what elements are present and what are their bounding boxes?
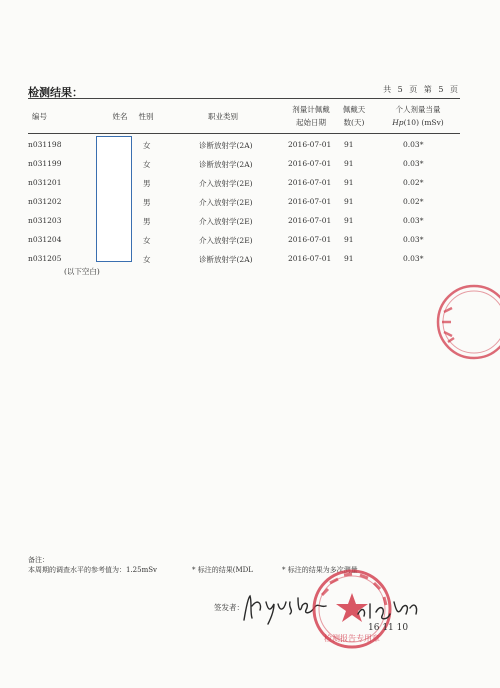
row-days: 91	[344, 216, 354, 225]
row-occupation: 诊断放射学(2A)	[199, 160, 253, 169]
row-occupation: 介入放射学(2E)	[199, 236, 253, 245]
handwritten-date-icon	[340, 590, 460, 638]
row-occupation: 介入放射学(2E)	[199, 179, 253, 188]
row-occupation: 介入放射学(2E)	[199, 198, 253, 207]
header-sex: 性别	[138, 111, 154, 121]
table-row	[0, 136, 500, 155]
blank-below-note: (以下空白)	[64, 267, 100, 276]
row-start-date: 2016-07-01	[288, 216, 332, 225]
row-id: n031203	[28, 216, 62, 225]
row-sex: 女	[143, 141, 151, 150]
notes-mark-multi: * 标注的结果为多次测量	[282, 566, 358, 574]
table-row	[0, 193, 500, 212]
header-days-line1: 佩戴天	[342, 105, 366, 114]
table-row	[0, 231, 500, 250]
row-sex: 女	[143, 255, 151, 264]
row-start-date: 2016-07-01	[288, 254, 332, 263]
row-occupation: 诊断放射学(2A)	[199, 255, 253, 264]
header-dose-line1: 个人剂量当量	[395, 105, 441, 114]
row-id: n031204	[28, 235, 62, 244]
header-id: 编号	[32, 111, 47, 121]
row-sex: 男	[143, 217, 151, 226]
table-top-rule	[28, 98, 460, 99]
row-days: 91	[344, 178, 354, 187]
row-days: 91	[344, 159, 354, 168]
row-sex: 男	[143, 179, 151, 188]
row-dose: 0.03*	[403, 216, 424, 225]
header-days	[334, 100, 374, 132]
row-id: n031205	[28, 254, 62, 263]
header-start-line1: 剂量计佩戴	[292, 105, 330, 114]
row-sex: 女	[143, 236, 151, 245]
row-dose: 0.02*	[403, 178, 424, 187]
row-days: 91	[344, 235, 354, 244]
row-sex: 男	[143, 198, 151, 207]
header-dose-line2	[392, 116, 443, 129]
row-dose: 0.03*	[403, 140, 424, 149]
section-title: 检测结果：	[28, 86, 83, 99]
table-header-rule	[28, 133, 460, 134]
row-dose: 0.03*	[403, 235, 424, 244]
row-days: 91	[344, 197, 354, 206]
row-start-date: 2016-07-01	[288, 197, 332, 206]
row-start-date: 2016-07-01	[288, 159, 332, 168]
row-occupation: 诊断放射学(2A)	[199, 141, 253, 150]
row-dose: 0.03*	[403, 159, 424, 168]
page-indicator: 共 5 页 第 5 页	[383, 85, 458, 94]
row-start-date: 2016-07-01	[288, 140, 332, 149]
header-start-date	[282, 100, 340, 132]
signer-label: 签发者：	[214, 603, 244, 612]
header-dose	[376, 100, 460, 132]
row-days: 91	[344, 140, 354, 149]
seal-text: 检测报告专用章	[324, 634, 380, 643]
name-redaction-box	[96, 136, 132, 262]
row-days: 91	[344, 254, 354, 263]
header-days-line2: 数(天)	[343, 118, 365, 127]
header-start-line2: 起始日期	[296, 118, 326, 127]
header-name: 姓名	[112, 111, 128, 121]
table-row	[0, 212, 500, 231]
notes-heading: 备注：	[28, 556, 49, 564]
row-dose: 0.03*	[403, 254, 424, 263]
header-dose-unit: (10) (mSv)	[403, 118, 444, 127]
notes-reference: 本周期的调查水平的参考值为：1.25mSv	[28, 566, 157, 574]
row-dose: 0.02*	[403, 197, 424, 206]
row-start-date: 2016-07-01	[288, 235, 332, 244]
row-id: n031198	[28, 140, 62, 149]
row-sex: 女	[143, 160, 151, 169]
row-occupation: 介入放射学(2E)	[199, 217, 253, 226]
row-id: n031201	[28, 178, 62, 187]
table-row	[0, 174, 500, 193]
handwritten-date-text: 16 11 10	[368, 623, 409, 633]
notes-mark-mdl: * 标注的结果(MDL	[192, 566, 253, 574]
header-occupation: 职业类别	[208, 111, 238, 121]
row-start-date: 2016-07-01	[288, 178, 332, 187]
row-id: n031202	[28, 197, 62, 206]
partial-seal-icon	[418, 282, 500, 362]
table-row	[0, 155, 500, 174]
header-dose-symbol: Hp	[392, 118, 404, 127]
row-id: n031199	[28, 159, 62, 168]
